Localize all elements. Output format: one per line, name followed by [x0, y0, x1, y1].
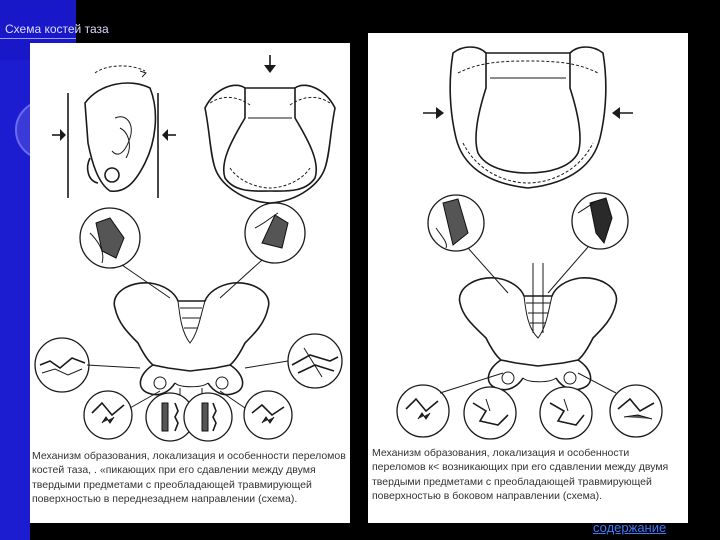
slide-title: Схема костей таза	[5, 22, 109, 36]
decorative-blue-band	[0, 0, 30, 540]
pelvis-side-view	[52, 66, 176, 198]
title-underline	[0, 38, 76, 39]
pelvis-central-lateral-view	[459, 263, 616, 390]
caption-ap-compression: Механизм образования, локализация и особенности переломов костей таза, . «пикающих при его сдавлении между двумя твердыми предметами с преобладающей травмирующей поверхностью в переднезаднем направлении (схема).	[32, 449, 348, 507]
contents-link[interactable]: содержание	[593, 520, 667, 535]
magnifier-bottom-far-right	[245, 334, 342, 388]
magnifier-bottom-far-left	[35, 338, 140, 392]
pelvis-central-view	[114, 283, 269, 403]
magnifier-lower-2	[464, 387, 516, 439]
pelvis-front-view	[205, 55, 335, 221]
magnifier-lower-3	[540, 387, 592, 439]
magnifier-bottom-3	[184, 393, 232, 441]
pelvis-top-front-view	[423, 47, 633, 188]
caption-lateral-compression: Механизм образования, локализация и особенности переломов к< возникающих при его сдавлении между двумя твердыми предметами с преобладающей травмирующей поверхностью в боковом направлении (схема).	[372, 446, 684, 504]
